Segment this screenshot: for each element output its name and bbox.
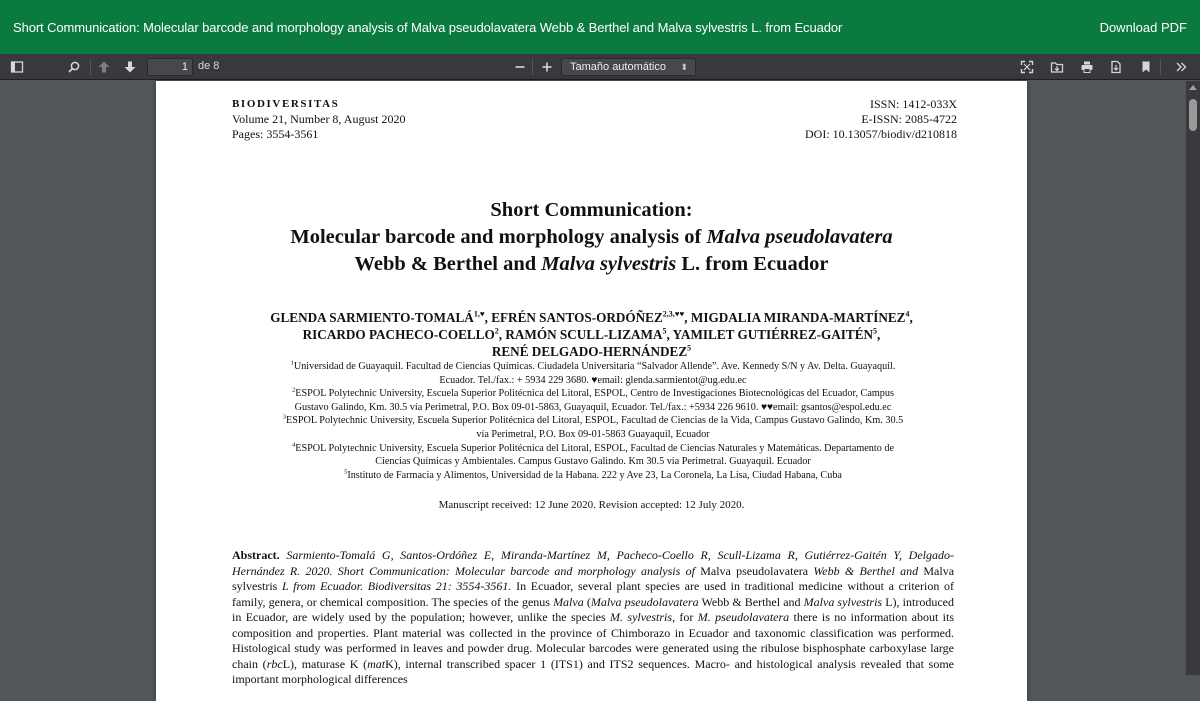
- doi: DOI: 10.13057/biodiv/d210818: [805, 127, 957, 141]
- pdf-toolbar: [0, 54, 1200, 80]
- chevron-updown-icon: ⬍: [680, 62, 688, 72]
- abstract-citation-species: Malva sylvestris: [232, 563, 955, 593]
- title-species: Malva pseudolavatera: [706, 226, 893, 248]
- abstract-text: Webb & Berthel and: [698, 594, 804, 609]
- affiliation-item: [230, 414, 956, 428]
- article-title: [156, 197, 1027, 278]
- affiliation-item: [230, 387, 956, 401]
- author-name: YAMILET GUTIÉRREZ-GAITÉN: [672, 327, 874, 342]
- affiliation-number: 5: [344, 468, 348, 476]
- journal-name: BIODIVERSITAS: [232, 98, 340, 110]
- author-affiliation: 4: [905, 309, 910, 319]
- author-name: EFRÉN SANTOS-ORDÓÑEZ: [491, 310, 663, 325]
- abstract-text: there is no information about its composition and properties. Plant material was collected in the province of Chimborazo in Ecuador and taxonomic classification was performed. Histological study was performed in leaves and powder drug. Molecular barcodes were generated using the ribulose bisphosphate carboxylase large chain (: [232, 610, 955, 671]
- author-separator: ,: [909, 310, 913, 325]
- abstract: [232, 548, 954, 688]
- affiliation-text: Universidad de Guayaquil. Facultad de Ciencias Químicas. Ciudadela Universitaria “Salvador Allende”. Ave. Kennedy S/N y Av. Delta. Guayaquil.: [293, 361, 896, 372]
- toolbar-separator: [1160, 59, 1161, 75]
- affiliation-text: Instituto de Farmacia y Alimentos, Universidad de la Habana. 222 y Ave 23, La Coronela, La Lisa, Ciudad Habana, Cuba: [347, 469, 842, 481]
- abstract-text: K), internal transcribed spacer 1 (ITS1) and ITS2 sequences. Macro- and histological analysis revealed that some important morphological differences: [232, 656, 954, 686]
- affiliation-item: [230, 442, 956, 456]
- issn: ISSN: 1412-033X: [869, 97, 957, 111]
- abstract-species: Malva: [553, 594, 584, 609]
- sidebar-toggle-icon[interactable]: [8, 58, 26, 76]
- abstract-citation: L from Ecuador. Biodiversitas 21: 3554-3561.: [277, 579, 512, 593]
- affiliation-text: Ecuador. Tel./fax.: + 5934 229 3680. ♥email: glenda.sarmientot@ug.edu.ec: [439, 374, 747, 386]
- author-affiliation: 2: [494, 326, 499, 336]
- author-separator: ,: [684, 310, 691, 325]
- affiliation-item: [230, 469, 956, 483]
- author-name: RAMÓN SCULL-LIZAMA: [505, 327, 663, 342]
- arrow-down-icon[interactable]: [121, 58, 139, 76]
- author-line: [156, 343, 1027, 360]
- affiliation-item: [230, 455, 956, 469]
- zoom-select-label: Tamaño automático: [570, 61, 666, 73]
- abstract-text: In Ecuador, several plant species are used in traditional medicine without a criterion of family, genera, or chemical composition. The species of the genus: [232, 579, 954, 609]
- abstract-species: M. sylvestris: [610, 610, 673, 624]
- journal-pages: Pages: 3554-3561: [232, 127, 319, 141]
- author-name: RICARDO PACHECO-COELLO: [302, 327, 495, 342]
- affiliation-text: Gustavo Galindo, Km. 30.5 vía Perimetral, P.O. Box 09-01-5863, Guayaquil, Ecuador. Tel./fax.: +5934 226 9610. ♥♥email: gsantos@espol.edu.ec: [294, 401, 892, 413]
- abstract-species: Malva pseudolavatera: [590, 594, 699, 609]
- abstract-text: L), maturase K (: [282, 656, 368, 671]
- toolbar-separator: [90, 59, 91, 75]
- journal-identifiers: [805, 97, 957, 142]
- download-pdf-button[interactable]: Download PDF: [1099, 19, 1187, 35]
- title-species: Malva sylvestris: [541, 253, 677, 275]
- abstract-text: , for: [672, 610, 698, 624]
- affiliations: [230, 360, 956, 482]
- article-title-line-2: [156, 224, 1027, 251]
- author-affiliation: 5: [687, 343, 692, 353]
- affiliation-item: [230, 401, 956, 415]
- manuscript-dates: Manuscript received: 12 June 2020. Revision accepted: 12 July 2020.: [438, 499, 745, 511]
- affiliation-item: [230, 360, 956, 374]
- zoom-out-icon[interactable]: [511, 58, 529, 76]
- vertical-scrollbar[interactable]: [1186, 81, 1200, 675]
- abstract-gene: rbc: [266, 656, 283, 671]
- scroll-up-arrow-icon[interactable]: [1189, 85, 1197, 90]
- toolbar-separator: [532, 59, 533, 75]
- author-name: MIGDALIA MIRANDA-MARTÍNEZ: [690, 310, 906, 325]
- abstract-text: (: [583, 594, 591, 609]
- affiliation-number: 1: [290, 359, 294, 367]
- abstract-gene: mat: [367, 656, 386, 671]
- bookmark-icon[interactable]: [1137, 58, 1155, 76]
- author-separator: ,: [666, 327, 673, 342]
- print-icon[interactable]: [1078, 58, 1096, 76]
- abstract-species: Malva sylvestris: [803, 594, 883, 609]
- author-separator: ,: [484, 310, 492, 325]
- affiliation-number: 4: [292, 441, 296, 449]
- affiliation-text: ESPOL Polytechnic University, Escuela Superior Politécnica del Litoral, ESPOL, Facultad de Ciencias de la Vida, Campus Gustavo Galindo, Km. 30.5: [286, 415, 904, 427]
- author-affiliation: 1,♥: [473, 309, 485, 319]
- document-title: Short Communication: Molecular barcode and morphology analysis of Malva pseudolavatera Webb & Berthel and Malva sylvestris L. from Ecuador: [13, 19, 843, 35]
- abstract-citation-species: Malva pseudolavatera: [700, 563, 809, 578]
- author-affiliation: 2,3,♥♥: [662, 309, 685, 319]
- journal-volume: Volume 21, Number 8, August 2020: [232, 112, 406, 126]
- affiliation-item: [230, 374, 956, 388]
- affiliation-item: [230, 428, 956, 442]
- scrollbar-thumb[interactable]: [1189, 99, 1197, 131]
- open-file-icon[interactable]: [1048, 58, 1066, 76]
- article-title-line-3: [156, 251, 1027, 278]
- affiliation-text: ESPOL Polytechnic University, Escuela Superior Politécnica del Litoral, ESPOL, Facultad de Ciencias Naturales y Matemáticas. Departamento de: [295, 442, 894, 454]
- page-total-label: de 8: [198, 60, 220, 72]
- more-tools-icon[interactable]: [1172, 58, 1190, 76]
- abstract-text: L), introduced in Ecuador, are widely used by the population; however, unlike the species: [232, 594, 954, 624]
- author-name: RENÉ DELGADO-HERNÁNDEZ: [491, 344, 688, 359]
- affiliation-number: 2: [292, 386, 296, 394]
- zoom-select[interactable]: [561, 58, 696, 76]
- arrow-up-icon[interactable]: [95, 58, 113, 76]
- affiliation-text: ESPOL Polytechnic University, Escuela Superior Politécnica del Litoral, ESPOL, Centro de Investigaciones Biotecnológicas del Ecuador, Campus: [295, 388, 894, 400]
- fullscreen-icon[interactable]: [1018, 58, 1036, 76]
- author-name: GLENDA SARMIENTO-TOMALÁ: [270, 310, 474, 325]
- affiliation-number: 3: [282, 413, 286, 421]
- author-line: [156, 309, 1027, 326]
- pdf-viewer-area[interactable]: [0, 81, 1200, 686]
- author-separator: ,: [877, 327, 881, 342]
- page-number-input[interactable]: 1: [147, 58, 193, 76]
- author-separator: ,: [498, 327, 506, 342]
- search-icon[interactable]: [65, 58, 83, 76]
- affiliation-text: Ciencias Químicas y Ambientales. Campus Gustavo Galindo. Km 30.5 vía Perimetral. Guayaquil. Ecuador: [375, 456, 811, 468]
- abstract-species: M. pseudolavatera: [697, 610, 790, 624]
- title-text: Webb & Berthel and: [354, 253, 542, 275]
- article-title-line-1: Short Communication:: [490, 199, 693, 221]
- author-affiliation: 5: [873, 326, 878, 336]
- pdf-page: [156, 81, 1027, 701]
- author-list: [156, 309, 1027, 360]
- abstract-citation: Webb & Berthel and: [808, 563, 924, 578]
- journal-info: [232, 97, 405, 142]
- abstract-label: Abstract.: [232, 548, 280, 562]
- author-affiliation: 5: [662, 326, 667, 336]
- author-line: [156, 326, 1027, 343]
- abstract-citation: Sarmiento-Tomalá G, Santos-Ordóñez E, Miranda-Martínez M, Pacheco-Coello R, Scull-Lizama R, Gutiérrez-Gaitén Y, Delgado-Hernández R. 2020. Short Communication: Molecular barcode and morphology analysis of: [232, 548, 954, 578]
- app-header: [0, 0, 1200, 54]
- title-text: Molecular barcode and morphology analysis of: [290, 226, 707, 248]
- affiliation-text: vía Perimetral, P.O. Box 09-01-5863 Guayaquil, Ecuador: [476, 428, 710, 440]
- zoom-in-icon[interactable]: [538, 58, 556, 76]
- title-text: L. from Ecuador: [676, 253, 829, 275]
- save-icon[interactable]: [1107, 58, 1125, 76]
- eissn: E-ISSN: 2085-4722: [861, 112, 957, 126]
